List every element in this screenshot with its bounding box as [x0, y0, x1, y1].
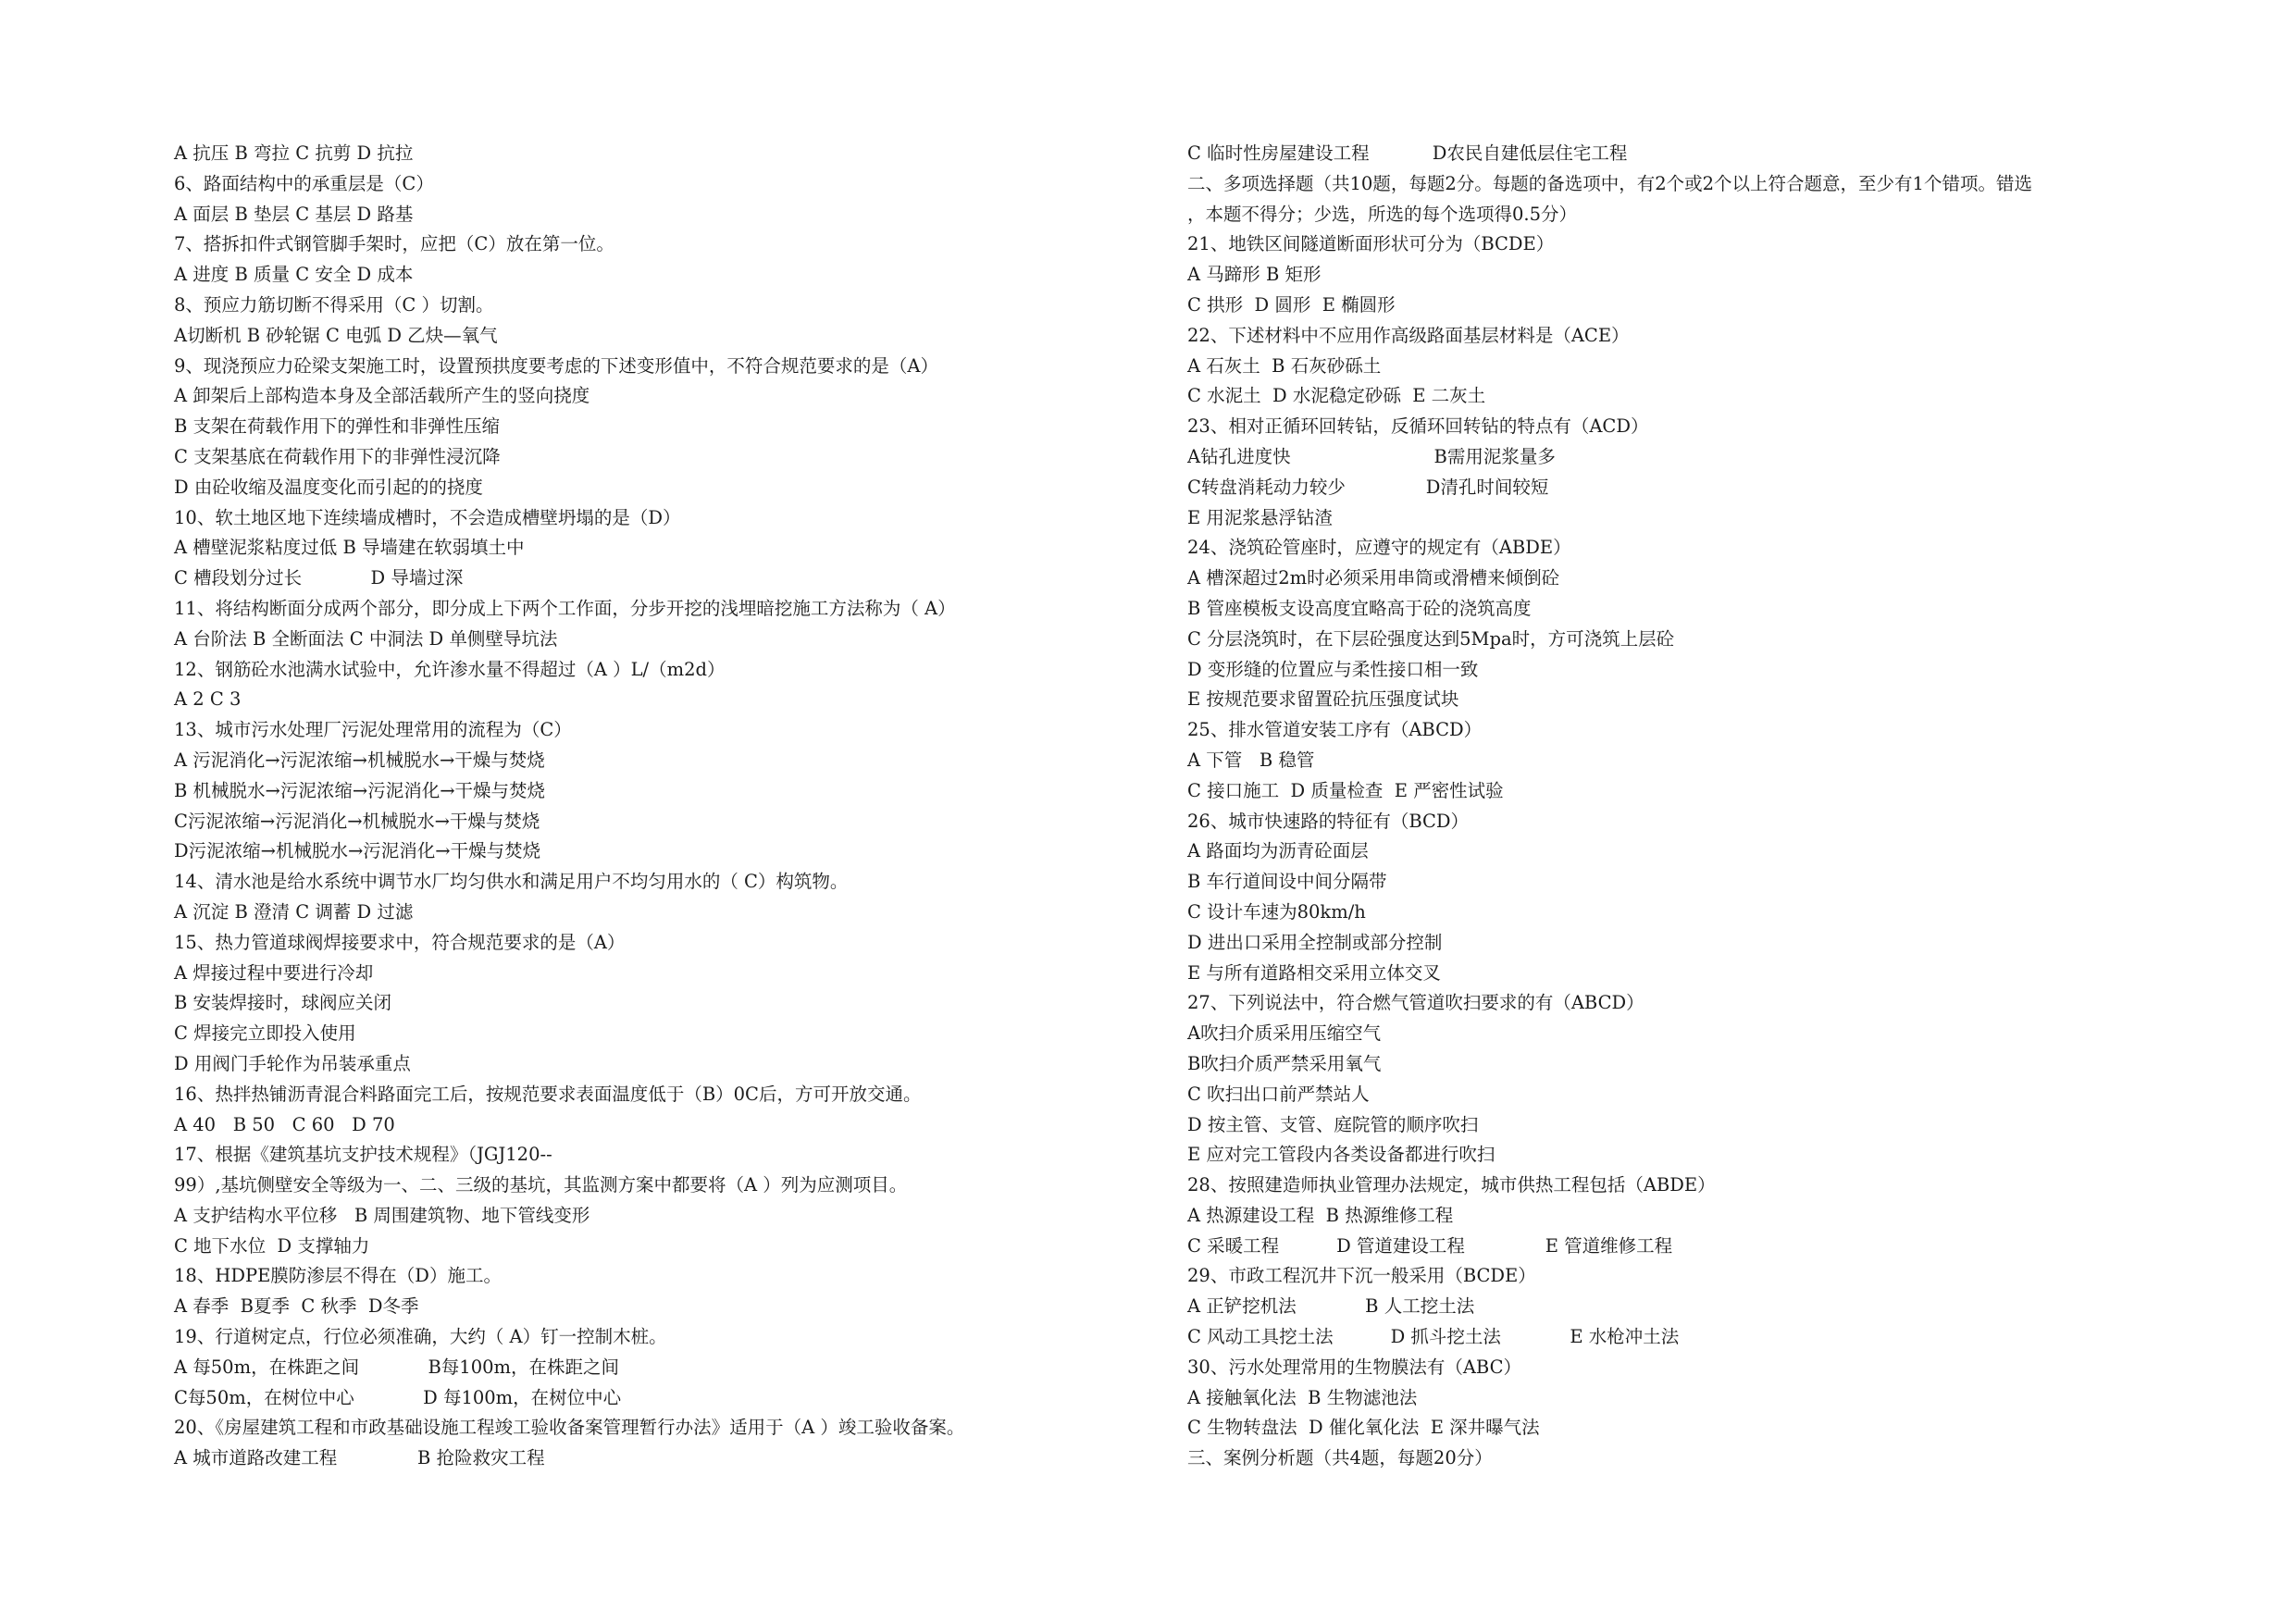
left-column-line: 8、预应力筋切断不得采用（C ）切割。 [174, 293, 494, 316]
right-column-line: ，本题不得分；少选，所选的每个选项得0.5分） [1187, 203, 1578, 225]
right-column-line: E 与所有道路相交采用立体交叉 [1187, 961, 1441, 984]
right-column-line: 24、浇筑砼管座时，应遵守的规定有（ABDE） [1187, 537, 1571, 559]
left-column-line: C 槽段划分过长 D 导墙过深 [174, 567, 464, 589]
right-column-line: A 石灰土 B 石灰砂砾土 [1187, 354, 1382, 377]
right-column-line: D 变形缝的位置应与柔性接口相一致 [1187, 658, 1479, 680]
right-column-line: C 分层浇筑时，在下层砼强度达到5Mpa时，方可浇筑上层砼 [1187, 627, 1675, 650]
left-column-line: C 地下水位 D 支撑轴力 [174, 1234, 370, 1257]
right-column-line: C 吹扫出口前严禁站人 [1187, 1083, 1370, 1105]
left-column-line: A 2 C 3 [174, 688, 242, 711]
right-column-line: 25、排水管道安装工序有（ABCD） [1187, 719, 1483, 741]
right-column-line: B吹扫介质严禁采用氧气 [1187, 1052, 1382, 1074]
left-column-line: 11、将结构断面分成两个部分，即分成上下两个工作面，分步开挖的浅埋暗挖施工方法称为（ A） [174, 597, 956, 619]
right-column-line: 27、下列说法中，符合燃气管道吹扫要求的有（ABCD） [1187, 992, 1644, 1014]
left-column-line: A 面层 B 垫层 C 基层 D 路基 [174, 203, 414, 225]
left-column-line: A 城市道路改建工程 B 抢险救灾工程 [174, 1447, 545, 1469]
right-column-line: C 采暖工程 D 管道建设工程 E 管道维修工程 [1187, 1234, 1673, 1257]
right-column [1187, 139, 2141, 1474]
left-column-line: A 春季 B夏季 C 秋季 D冬季 [174, 1295, 419, 1318]
right-column-line: 29、市政工程沉井下沉一般采用（BCDE） [1187, 1265, 1536, 1287]
left-column-line: A 卸架后上部构造本身及全部活载所产生的竖向挠度 [174, 385, 590, 407]
left-column-line: B 机械脱水→污泥浓缩→污泥消化→干燥与焚烧 [174, 779, 546, 801]
right-column-line: C 拱形 D 圆形 E 椭圆形 [1187, 293, 1396, 316]
right-column-line: 21、地铁区间隧道断面形状可分为（BCDE） [1187, 233, 1555, 255]
right-column-line: 26、城市快速路的特征有（BCD） [1187, 810, 1470, 832]
right-column-line: B 车行道间设中间分隔带 [1187, 871, 1387, 893]
left-column-line: 14、清水池是给水系统中调节水厂均匀供水和满足用户不均匀用水的（ C）构筑物。 [174, 871, 849, 893]
left-column [174, 139, 1118, 1474]
left-column-line: 9、现浇预应力砼梁支架施工时，设置预拱度要考虑的下述变形值中，不符合规范要求的是（A） [174, 354, 938, 377]
right-column-line: 23、相对正循环回转钻，反循环回转钻的特点有（ACD） [1187, 415, 1649, 438]
left-column-line: 13、城市污水处理厂污泥处理常用的流程为（C） [174, 719, 572, 741]
right-column-line: A 槽深超过2m时必须采用串筒或滑槽来倾倒砼 [1187, 567, 1560, 589]
right-column-line: 二、多项选择题（共10题，每题2分。每题的备选项中，有2个或2个以上符合题意，至少有1个错项。错选 [1187, 172, 2032, 194]
right-column-line: C转盘消耗动力较少 D清孔时间较短 [1187, 476, 1549, 498]
left-column-line: A 支护结构水平位移 B 周围建筑物、地下管线变形 [174, 1204, 590, 1226]
left-column-line: A 抗压 B 弯拉 C 抗剪 D 抗拉 [174, 142, 414, 164]
left-column-line: C 焊接完立即投入使用 [174, 1022, 356, 1045]
left-column-line: 20、《房屋建筑工程和市政基础设施工程竣工验收备案管理暂行办法》适用于（A ）竣工验收备案。 [174, 1417, 965, 1439]
right-column-line: C 接口施工 D 质量检查 E 严密性试验 [1187, 779, 1504, 801]
right-column-line: E 按规范要求留置砼抗压强度试块 [1187, 688, 1459, 711]
left-column-line: D 用阀门手轮作为吊装承重点 [174, 1052, 411, 1074]
left-column-line: 19、行道树定点，行位必须准确，大约（ A）钉一控制木桩。 [174, 1326, 667, 1348]
right-column-line: B 管座模板支设高度宜略高于砼的浇筑高度 [1187, 597, 1532, 619]
right-column-line: C 临时性房屋建设工程 D农民自建低层住宅工程 [1187, 142, 1628, 164]
left-column-line: A 焊接过程中要进行冷却 [174, 961, 374, 984]
left-column-line: A 槽壁泥浆粘度过低 B 导墙建在软弱填土中 [174, 537, 525, 559]
right-column-line: C 设计车速为80km/h [1187, 900, 1366, 923]
right-column-line: C 生物转盘法 D 催化氧化法 E 深井曝气法 [1187, 1417, 1540, 1439]
left-column-line: 99）,基坑侧壁安全等级为一、二、三级的基坑，其监测方案中都要将（A ）列为应测项目。 [174, 1174, 908, 1196]
right-column-line: A 正铲挖机法 B 人工挖土法 [1187, 1295, 1475, 1318]
left-column-line: B 安装焊接时，球阀应关闭 [174, 992, 392, 1014]
right-column-line: 22、下述材料中不应用作高级路面基层材料是（ACE） [1187, 324, 1630, 346]
left-column-line: 16、热拌热铺沥青混合料路面完工后，按规范要求表面温度低于（B）0C后，方可开放交通。 [174, 1083, 922, 1105]
left-column-line: 10、软土地区地下连续墙成槽时，不会造成槽壁坍塌的是（D） [174, 506, 681, 528]
left-column-line: D 由砼收缩及温度变化而引起的的挠度 [174, 476, 483, 498]
left-column-line: 15、热力管道球阀焊接要求中，符合规范要求的是（A） [174, 931, 626, 953]
left-column-line: 18、HDPE膜防渗层不得在（D）施工。 [174, 1265, 502, 1287]
left-column-line: 7、搭拆扣件式钢管脚手架时，应把（C）放在第一位。 [174, 233, 614, 255]
right-column-line: A 接触氧化法 B 生物滤池法 [1187, 1386, 1418, 1408]
right-column-line: 28、按照建造师执业管理办法规定，城市供热工程包括（ABDE） [1187, 1174, 1716, 1196]
left-column-line: A切断机 B 砂轮锯 C 电弧 D 乙炔—氧气 [174, 324, 498, 346]
left-column-line: A 40 B 50 C 60 D 70 [174, 1113, 395, 1135]
left-column-line: A 台阶法 B 全断面法 C 中洞法 D 单侧壁导坑法 [174, 627, 558, 650]
left-column-line: 6、路面结构中的承重层是（C） [174, 172, 434, 194]
right-column-line: 三、案例分析题（共4题，每题20分） [1187, 1447, 1493, 1469]
left-column-line: D污泥浓缩→机械脱水→污泥消化→干燥与焚烧 [174, 840, 541, 862]
left-column-line: C每50m，在树位中心 D 每100m，在树位中心 [174, 1386, 622, 1408]
right-column-line: D 进出口采用全控制或部分控制 [1187, 931, 1443, 953]
right-column-line: E 用泥浆悬浮钻渣 [1187, 506, 1333, 528]
right-column-line: A钻孔进度快 B需用泥浆量多 [1187, 445, 1556, 467]
left-column-line: A 污泥消化→污泥浓缩→机械脱水→干燥与焚烧 [174, 749, 545, 771]
right-column-line: 30、污水处理常用的生物膜法有（ABC） [1187, 1356, 1522, 1378]
right-column-line: C 风动工具挖土法 D 抓斗挖土法 E 水枪冲土法 [1187, 1326, 1680, 1348]
left-column-line: 17、根据《建筑基坑支护技术规程》（JGJ120-- [174, 1144, 552, 1166]
left-column-line: C污泥浓缩→污泥消化→机械脱水→干燥与焚烧 [174, 810, 540, 832]
right-column-line: A 热源建设工程 B 热源维修工程 [1187, 1204, 1454, 1226]
right-column-line: D 按主管、支管、庭院管的顺序吹扫 [1187, 1113, 1479, 1135]
right-column-line: A 马蹄形 B 矩形 [1187, 264, 1322, 286]
right-column-line: A 下管 B 稳管 [1187, 749, 1315, 771]
left-column-line: A 进度 B 质量 C 安全 D 成本 [174, 264, 414, 286]
left-column-line: A 每50m，在株距之间 B每100m，在株距之间 [174, 1356, 620, 1378]
right-column-line: C 水泥土 D 水泥稳定砂砾 E 二灰土 [1187, 385, 1486, 407]
left-column-line: 12、钢筋砼水池满水试验中，允许渗水量不得超过（A ）L/（m2d） [174, 658, 726, 680]
left-column-line: C 支架基底在荷载作用下的非弹性浸沉降 [174, 445, 501, 467]
left-column-line: B 支架在荷载作用下的弹性和非弹性压缩 [174, 415, 501, 438]
left-column-line: A 沉淀 B 澄清 C 调蓄 D 过滤 [174, 900, 414, 923]
right-column-line: A吹扫介质采用压缩空气 [1187, 1022, 1382, 1045]
right-column-line: E 应对完工管段内各类设备都进行吹扫 [1187, 1144, 1496, 1166]
right-column-line: A 路面均为沥青砼面层 [1187, 840, 1369, 862]
